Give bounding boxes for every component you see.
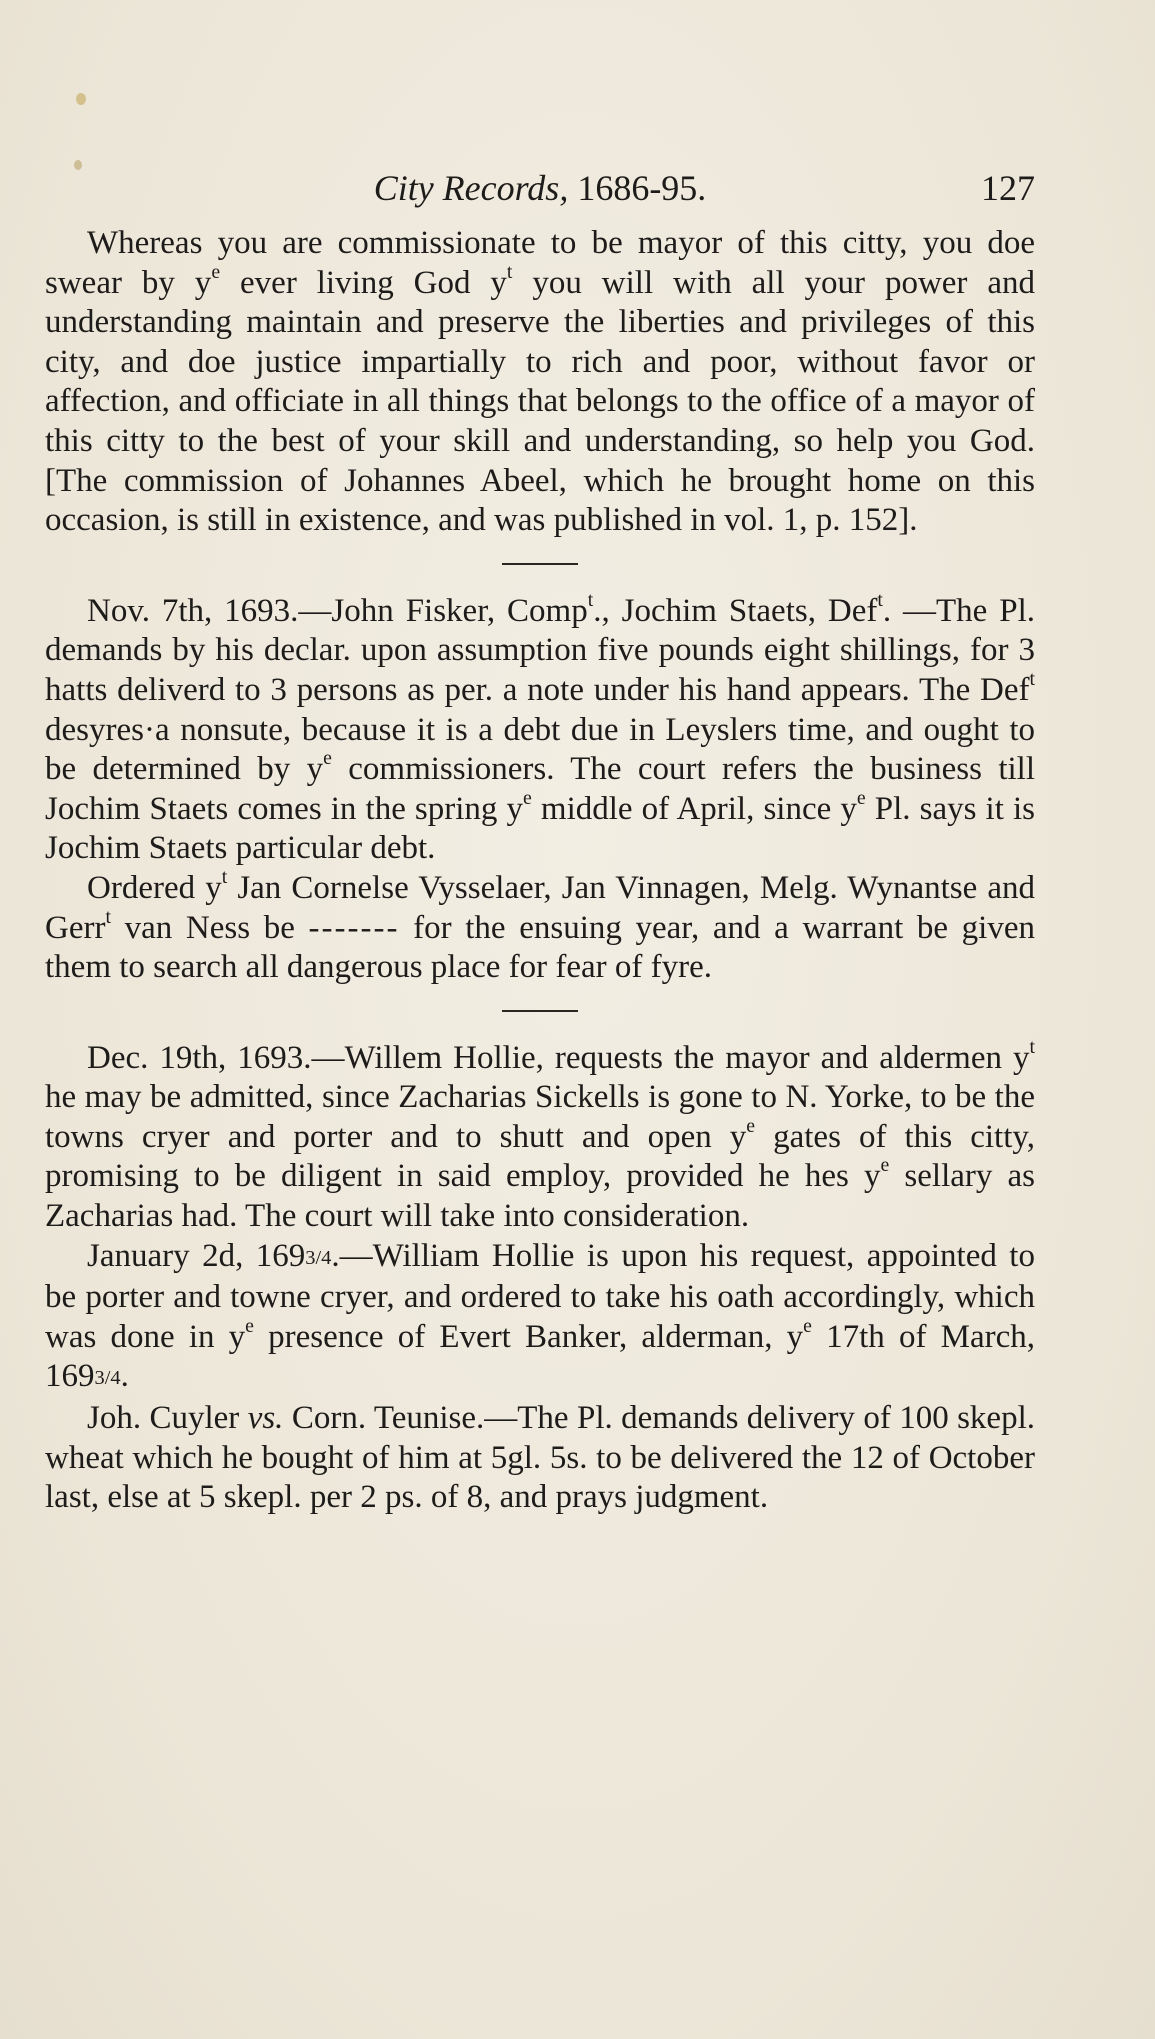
superscript-letter: t (877, 588, 883, 611)
ink-blot-mark (76, 93, 86, 105)
superscript-letter: t (105, 905, 111, 928)
text-run: 17th of March, 169 (45, 1318, 1035, 1395)
fraction: 3/4 (94, 1367, 121, 1390)
italic-text: vs. (247, 1399, 284, 1436)
superscript-letter: t (587, 588, 594, 611)
fraction: 3/4 (305, 1246, 332, 1269)
superscript-letter: t (506, 260, 513, 283)
superscript-letter: t (221, 866, 228, 889)
superscript-letter: e (323, 747, 332, 770)
section-divider-rule (502, 1010, 578, 1012)
text-run: Ordered y (87, 869, 222, 906)
paragraph (45, 866, 1036, 988)
blank-dashes: ------- (308, 909, 400, 946)
text-run: Jan Cornelse Vysselaer, Jan Vinnagen, Melg. Wynantse and Gerr (45, 869, 1036, 946)
text-run: . —The Pl. demands by his declar. upon assumption five pounds eight shillings, for 3 hatts deliverd to 3 persons as per. a note under his hand appears. The Def (45, 592, 1035, 708)
text-run: gates of this citty, promising to be diligent in said employ, provided he hes y (45, 1118, 1035, 1195)
paragraph (45, 1237, 1035, 1399)
page-number: 127 (981, 168, 1035, 208)
running-head-title-text: City Records, (373, 168, 569, 208)
superscript-letter: e (856, 786, 866, 809)
paragraph (45, 588, 1035, 869)
text-run: Joh. Cuyler (87, 1399, 248, 1436)
text-run: Dec. 19th, 1693.—Willem Hollie, requests the mayor and aldermen y (87, 1039, 1030, 1076)
text-run: Corn. Teunise.—The Pl. demands delivery of 100 skepl. wheat which he bought of him at 5gl. 5s. to be delivered the 12 of October last, else at 5 skepl. per 2 ps. of 8, and prays judgment. (45, 1399, 1035, 1516)
running-head (45, 165, 1035, 211)
superscript-letter: t (1029, 1035, 1035, 1058)
section-divider-rule (502, 563, 578, 565)
paragraph (45, 1399, 1035, 1518)
text-run: commissioners. The court refers the business till Jochim Staets comes in the spring y (45, 751, 1035, 827)
superscript-letter: e (245, 1314, 254, 1337)
text-run: presence of Evert Banker, alderman, y (253, 1318, 804, 1355)
superscript-letter: e (746, 1115, 756, 1138)
text-run: Whereas you are commissionate to be mayor of this citty, you doe swear by y (45, 225, 1035, 301)
text-run: Nov. 7th, 1693.—John Fisker, Comp (87, 592, 588, 629)
superscript-letter: e (211, 260, 221, 283)
text-run: ever living God y (220, 264, 507, 301)
text-run: van Ness be (110, 909, 309, 946)
text-run: you will with all your power and understanding maintain and preserve the liberties and privileges of this city, and doe justice impartially to rich and poor, without favor or affection, and officiate in all things that belongs to the office of a mayor of this citty to the best of your skill and understanding, so help you God. [The commission of Johannes Abeel, which he brought home on this occasion, is still in existence, and was published in vol. 1, p. 152]. (45, 264, 1035, 539)
text-run: Pl. says it is Jochim Staets particular debt. (45, 790, 1035, 867)
text-run: he may be admitted, since Zacharias Sickells is gone to N. Yorke, to be the towns cryer and porter and to shutt and open y (45, 1079, 1035, 1155)
text-run: January 2d, 169 (87, 1237, 306, 1274)
body-text (45, 224, 1035, 1518)
text-run: . (120, 1358, 129, 1395)
text-run: .—William Hollie is upon his request, appointed to be porter and towne cryer, and ordered to take his oath accordingly, which was done in y (45, 1237, 1035, 1355)
superscript-letter: e (880, 1154, 890, 1177)
running-head-years: 1686-95. (577, 168, 707, 208)
superscript-letter: t (1029, 668, 1035, 691)
text-run: ., Jochim Staets, Def (593, 592, 878, 629)
superscript-letter: e (803, 1314, 812, 1337)
paragraph (45, 224, 1035, 541)
superscript-letter: e (523, 786, 532, 809)
text-run: middle of April, since y (531, 790, 857, 827)
text-run: desyres·a nonsute, because it is a debt due in Leyslers time, and ought to be determined by y (45, 711, 1035, 788)
text-run: for the ensuing year, and a warrant be given them to search all dangerous place for fear of fyre. (45, 909, 1035, 986)
text-run: sellary as Zacharias had. The court will take into consideration. (45, 1158, 1036, 1235)
paragraph (45, 1035, 1036, 1237)
running-head-title (45, 165, 1035, 211)
